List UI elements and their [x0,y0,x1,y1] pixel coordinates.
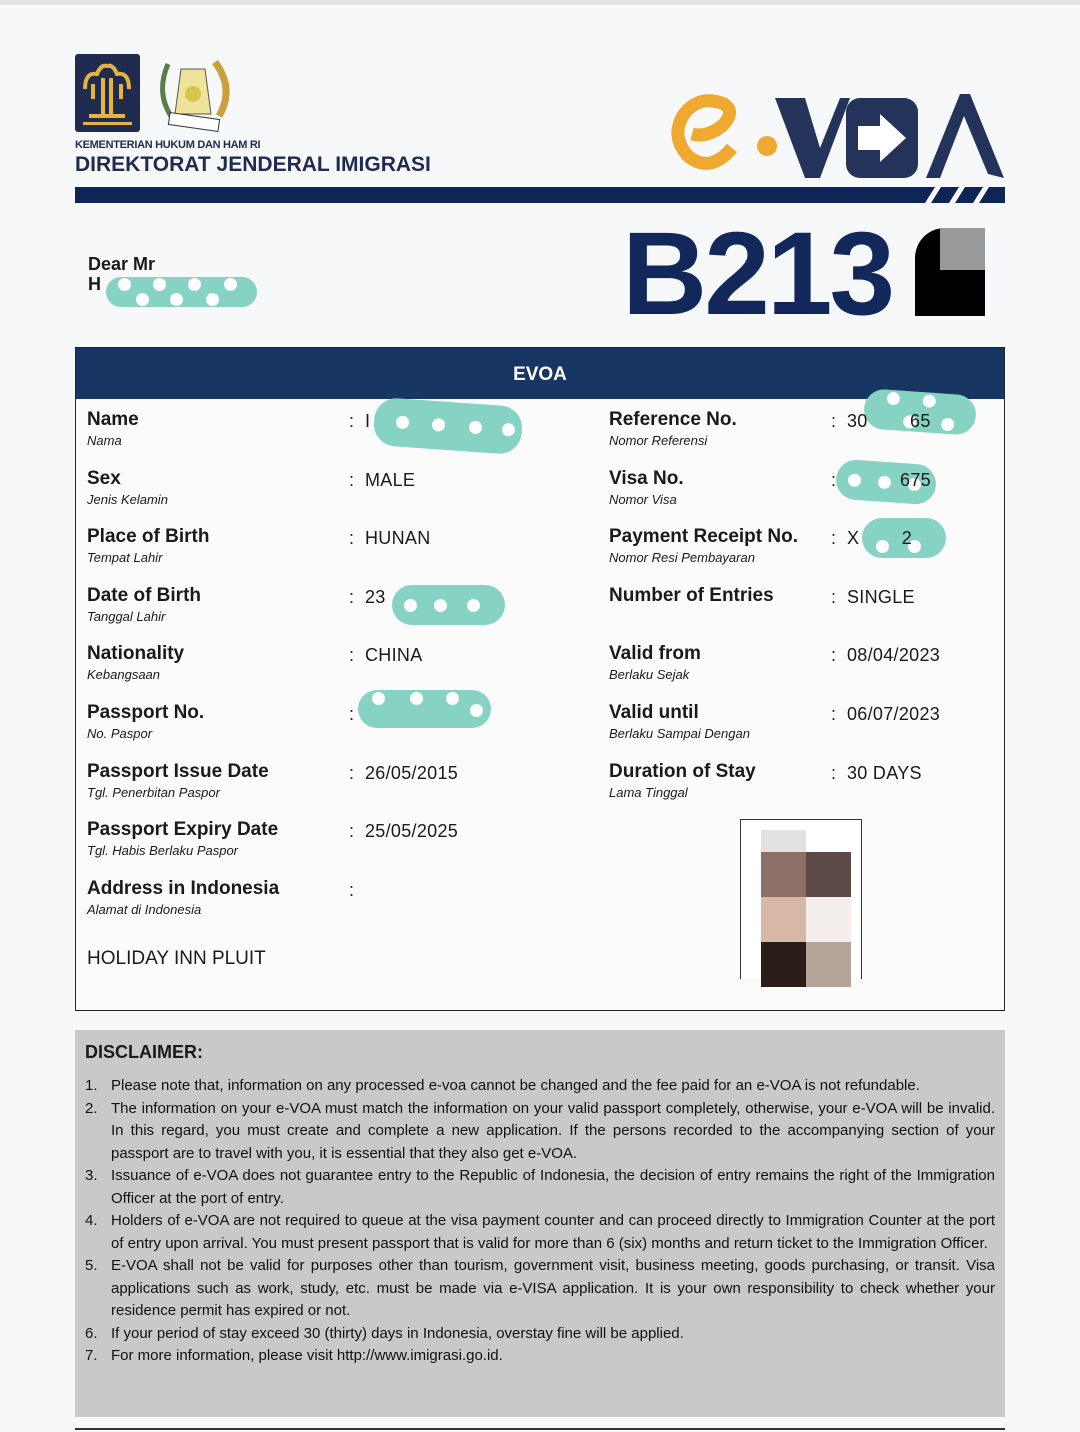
field-sublabel: No. Paspor [87,726,153,741]
bottom-divider [75,1428,1005,1430]
field-left [87,702,204,741]
field-colon: : [349,821,355,842]
field-sublabel: Jenis Kelamin [87,491,168,507]
disclaimer-item: 2. The information on your e-VOA must match the information on your valid passport completely, otherwise, your e-VOA will be invalid. In this regard, you must create and complete a new application. If the persons recorded to the accompanying section of your passport are to travel with you, it is essential that they also get e-VOA. [85,1099,995,1162]
greeting [88,254,155,294]
field-right [609,761,756,800]
field-label: Valid until [609,702,699,723]
field-colon: : [831,528,837,549]
field-colon: : [831,645,837,666]
disclaimer-item: 1. Please note that, information on any processed e-voa cannot be changed and the fee paid for an e-VOA is not refundable. [85,1077,920,1094]
field-sublabel: Nama [87,433,122,448]
visa-code: B213 [622,208,893,340]
field-right [609,468,684,507]
redaction-block [940,228,985,270]
field-value: 23 [365,586,386,607]
disclaimer-box [75,1030,1005,1417]
field-sublabel: Tempat Lahir [87,550,163,566]
field-sublabel: Alamat di Indonesia [87,901,202,917]
field-label: Date of Birth [87,584,201,606]
field-right [609,409,737,448]
field-sublabel: Tanggal Lahir [87,608,166,624]
field-right [609,643,701,682]
field-value: I [365,411,371,431]
disclaimer-item: 5. E-VOA shall not be valid for purposes other than tourism, government visit, business meeting, goods purchasing, or transit. Visa applications such as work, study, etc. must be made via e-VISA application. It is your own responsibility to check whether your residence permit has expired or not. [85,1257,995,1319]
disclaimer-item-text: Holders of e-VOA are not required to queue at the visa payment counter and can proceed directly to Immigration Counter at the port of entry upon arrival. You must present passport that is valid for more than 6 (six) months and return ticket to the Immigration Officer. [111,1212,995,1252]
disclaimer-item-text: Issuance of e-VOA does not guarantee entry to the Republic of Indonesia, the decision of entry remains the right of the Immigration Officer at the port of entry. [111,1167,995,1207]
field-label: Passport No. [87,702,205,723]
field-label: Reference No. [609,409,737,430]
header-divider-bar [75,187,1005,203]
field-colon: : [831,411,837,431]
field-label: Address in Indonesia [87,877,280,899]
field-left [87,643,184,682]
field-label: Nationality [87,643,185,665]
field-colon: : [831,586,837,607]
directorate-name: DIREKTORAT JENDERAL IMIGRASI [75,153,431,176]
field-sublabel: Lama Tinggal [609,784,688,800]
field-colon: : [349,469,355,490]
disclaimer-item-text: If your period of stay exceed 30 (thirty) days in Indonesia, overstay fine will be applied. [111,1324,684,1342]
field-colon: : [831,704,837,724]
field-colon: : [349,879,355,900]
field-right [609,702,750,741]
field-colon: : [349,645,355,666]
field-colon: : [349,586,355,607]
field-colon: : [831,762,837,783]
field-label: Duration of Stay [609,760,756,782]
field-left [87,468,168,507]
field-left [87,761,269,800]
field-value: 25/05/2025 [365,821,459,842]
field-left [87,409,139,448]
field-label: Place of Birth [87,526,210,548]
field-value: CHINA [365,645,423,666]
field-label: Passport Issue Date [87,760,269,782]
field-label: Passport Expiry Date [87,819,279,841]
disclaimer-item: 7. For more information, please visit http://www.imigrasi.go.id. [85,1347,503,1364]
ministry-name: KEMENTERIAN HUKUM DAN HAM RI [75,139,261,151]
address-value: HOLIDAY INN PLUIT [87,948,266,969]
field-colon: : [349,762,355,783]
field-label: Name [87,409,139,430]
field-label: Visa No. [609,467,684,489]
disclaimer-item-text: E-VOA shall not be valid for purposes other than tourism, government visit, business meeting, goods purchasing, or transit. Visa applications such as work, study, etc. must be made via e-VISA application. It is your own responsibility to check whether your residence permit has expired or not. [111,1257,995,1319]
field-colon: : [349,411,355,431]
field-colon: : [349,528,355,549]
field-left [87,819,278,858]
disclaimer-item: 6. If your period of stay exceed 30 (thirty) days in Indonesia, overstay fine will be applied. [85,1324,684,1342]
disclaimer-item-text: Please note that, information on any processed e-voa cannot be changed and the fee paid for an e-VOA is not refundable. [111,1077,920,1094]
redaction-mark [358,690,491,728]
disclaimer-title: DISCLAIMER: [85,1042,203,1062]
field-colon: : [831,469,837,490]
field-value: 26/05/2015 [365,762,459,783]
field-sublabel: Kebangsaan [87,667,161,683]
redaction-mark [373,397,524,455]
field-sublabel: Nomor Visa [609,491,677,507]
field-right [609,585,774,609]
field-label: Sex [87,467,121,489]
greeting-line-2: H [88,274,101,294]
evoa-logo [670,86,1008,186]
field-value: 675 [847,469,931,490]
field-right [609,526,798,565]
redaction-mark [392,585,505,625]
field-sublabel: Nomor Referensi [609,433,708,448]
field-label: Number of Entries [609,584,774,606]
applicant-photo-pixelated [740,819,862,979]
evoa-details-table [75,347,1005,1011]
field-sublabel: Berlaku Sejak [609,667,690,683]
field-value: HUNAN [365,528,431,549]
field-value: 06/07/2023 [847,704,941,724]
field-value: 30 65 [847,411,931,431]
field-left [87,526,209,565]
field-left [87,878,279,917]
field-value: MALE [365,469,416,490]
field-value: SINGLE [847,586,915,607]
field-left [87,585,201,624]
field-value: 30 DAYS [847,762,922,783]
field-colon: : [349,704,355,724]
disclaimer-item-text: The information on your e-VOA must match the information on your valid passport completely, otherwise, your e-VOA will be invalid. In this regard, you must create and complete a new application. If the persons recorded to the accompanying section of your passport are to travel with you, it is essential that they also get e-VOA. [111,1099,995,1162]
field-value: 08/04/2023 [847,645,941,666]
disclaimer-item: 3. Issuance of e-VOA does not guarantee entry to the Republic of Indonesia, the decision of entry remains the right of the Immigration Officer at the port of entry. [85,1167,995,1207]
field-label: Valid from [609,643,701,665]
field-sublabel: Tgl. Habis Berlaku Paspor [87,843,239,859]
field-value: X 2 [847,528,913,549]
disclaimer-item-text: For more information, please visit http://www.imigrasi.go.id. [111,1347,503,1364]
field-sublabel: Berlaku Sampai Dengan [609,726,750,741]
field-sublabel: Nomor Resi Pembayaran [609,550,755,566]
top-edge [0,0,1080,5]
table-title: EVOA [76,348,1004,399]
greeting-line-1: Dear Mr [88,254,156,274]
field-label: Payment Receipt No. [609,526,798,548]
field-sublabel: Tgl. Penerbitan Paspor [87,784,220,800]
disclaimer-item: 4. Holders of e-VOA are not required to queue at the visa payment counter and can proceed directly to Immigration Counter at the port of entry upon arrival. You must present passport that is valid for more than 6 (six) months and return ticket to the Immigration Officer. [85,1212,995,1252]
imigrasi-seal [153,54,235,132]
kemenkumham-logo [75,54,140,132]
